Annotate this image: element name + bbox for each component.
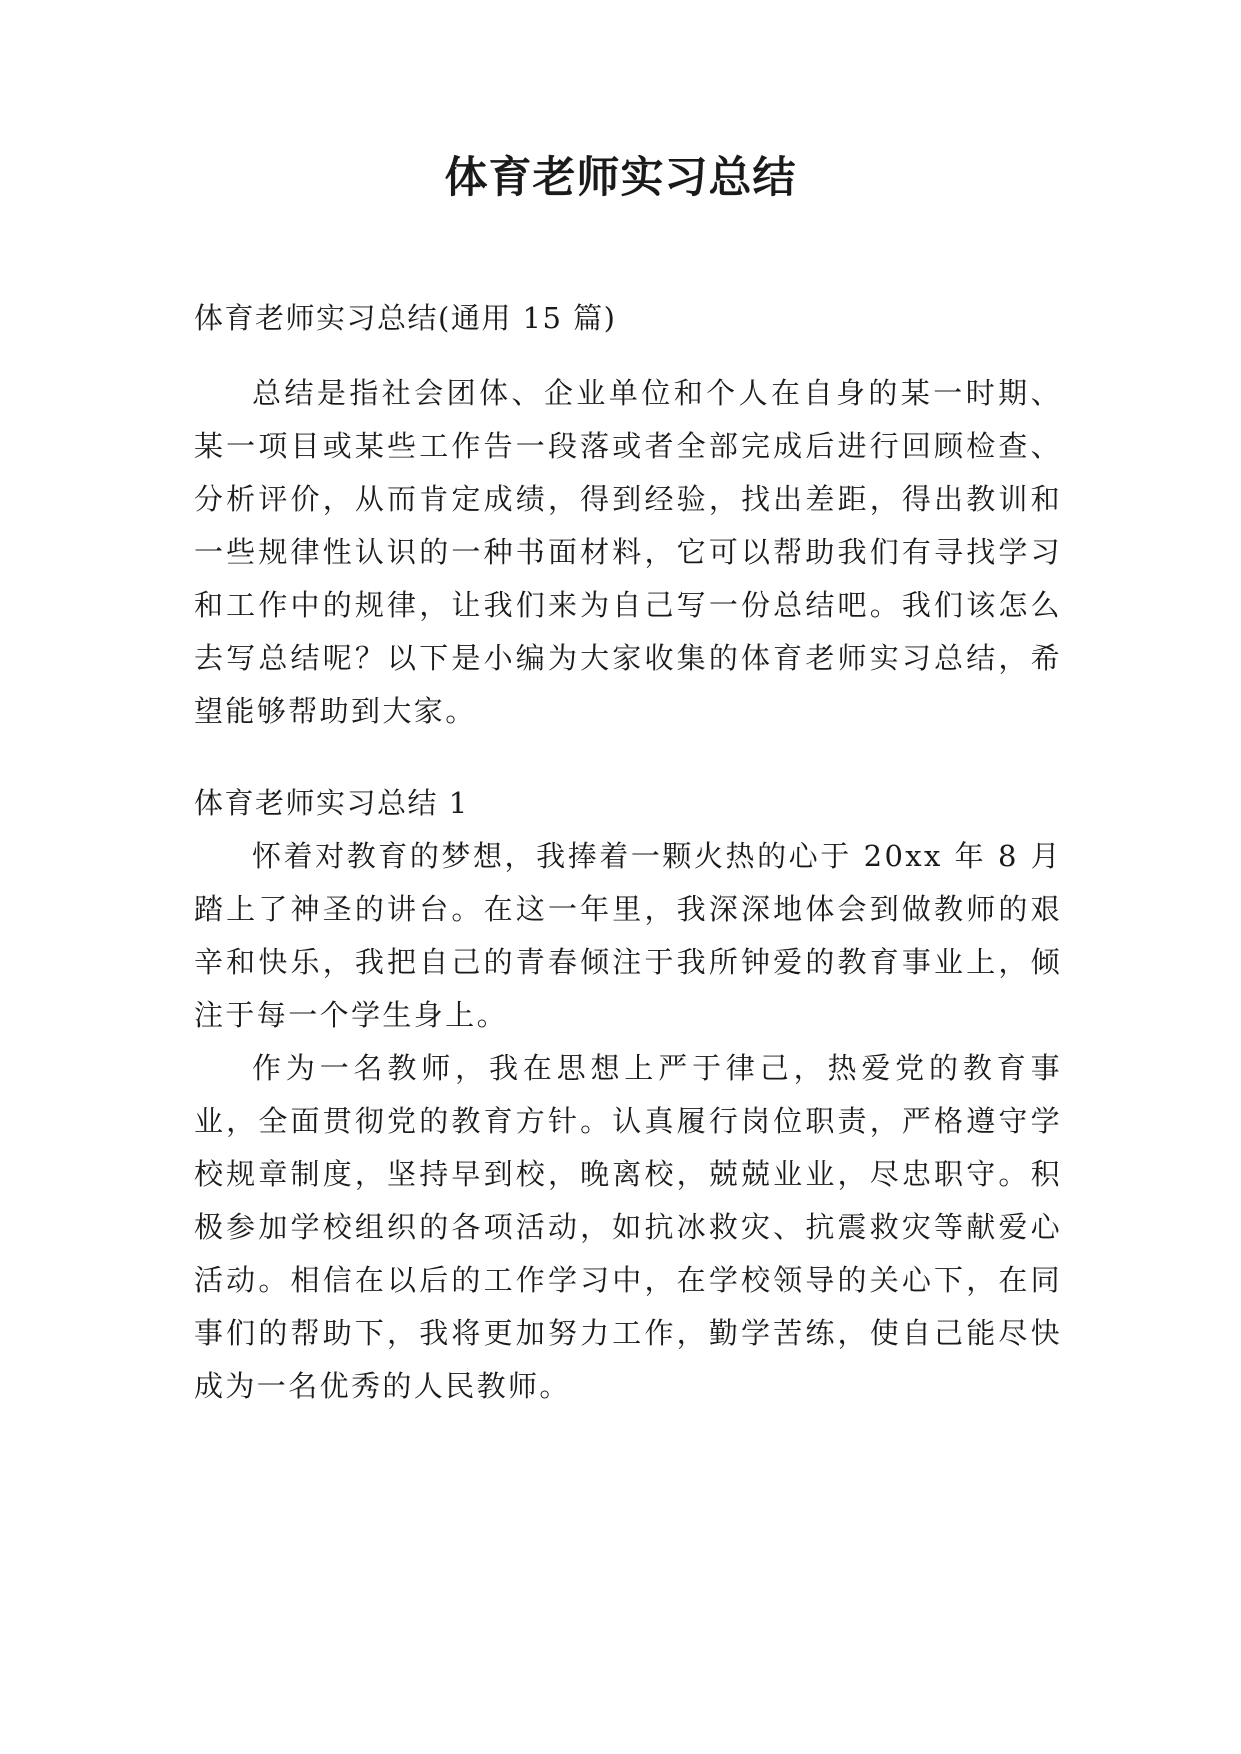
section-1-heading: 体育老师实习总结 1 bbox=[194, 786, 469, 820]
document-title: 体育老师实习总结 bbox=[444, 153, 797, 203]
intro-paragraph: 总结是指社会团体、企业单位和个人在自身的某一时期、某一项目或某些工作告一段落或者全部完成后进行回顾检查、分析评价，从而肯定成绩，得到经验，找出差距，得出教训和一些规律性认识的一种书面材料，它可以帮助我们有寻找学习和工作中的规律，让我们来为自己写一份总结吧。我们该怎么去写总结呢？以下是小编为大家收集的体育老师实习总结，希望能够帮助到大家。 bbox=[194, 376, 1062, 728]
section-1-paragraph-2: 作为一名教师，我在思想上严于律己，热爱党的教育事业，全面贯彻党的教育方针。认真履行岗位职责，严格遵守学校规章制度，坚持早到校，晚离校，兢兢业业，尽忠职守。积极参加学校组织的各项活动，如抗冰救灾、抗震救灾等献爱心活动。相信在以后的工作学习中，在学校领导的关心下，在同事们的帮助下，我将更加努力工作，勤学苦练，使自己能尽快成为一名优秀的人民教师。 bbox=[194, 1051, 1062, 1403]
intro-section bbox=[194, 367, 1062, 738]
section-1-paragraph-1: 怀着对教育的梦想，我捧着一颗火热的心于 20xx 年 8 月踏上了神圣的讲台。在这一年里，我深深地体会到做教师的艰辛和快乐，我把自己的青春倾注于我所钟爱的教育事业上，倾注于每一个学生身上。 bbox=[194, 839, 1062, 1032]
section-1 bbox=[194, 777, 1062, 1413]
document-subtitle: 体育老师实习总结(通用 15 篇) bbox=[194, 301, 617, 335]
